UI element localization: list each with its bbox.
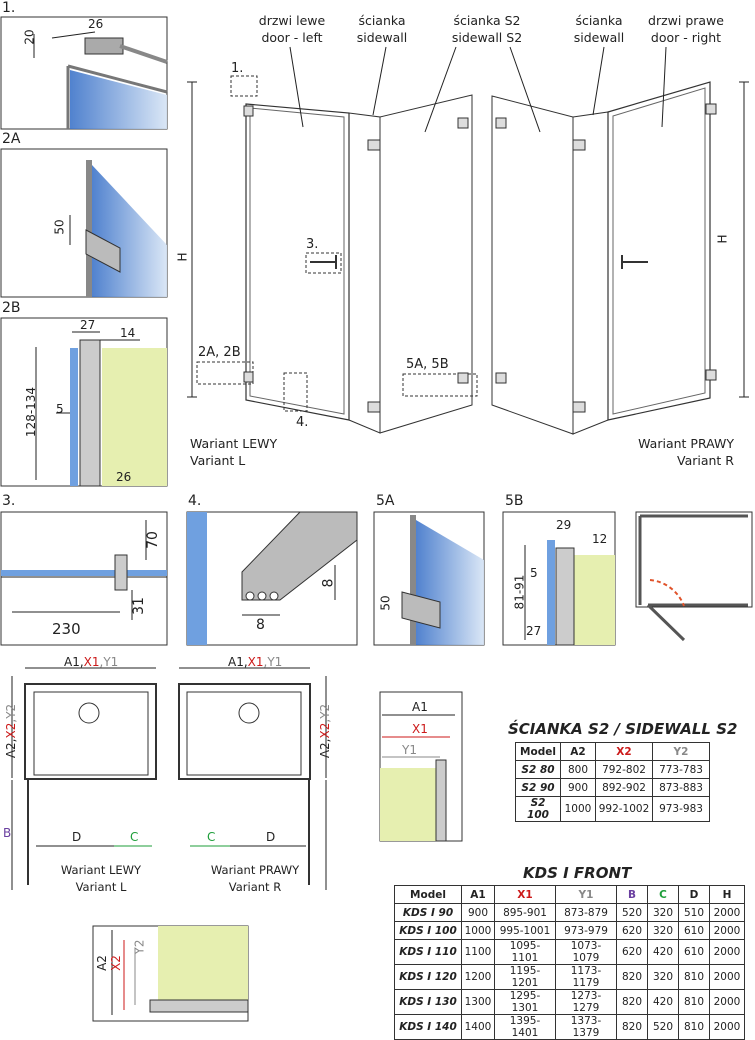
cell: 820 (617, 1015, 648, 1040)
dim-h-left: H (175, 252, 190, 262)
cell: S2 90 (516, 779, 561, 797)
cell: 1073-1079 (556, 940, 617, 965)
detail-label-2b: 2B (2, 300, 21, 316)
main-elevation-left (187, 76, 477, 433)
cell: 1273-1279 (556, 990, 617, 1015)
kds-table-title: KDS I FRONT (523, 864, 632, 882)
cell: S2 100 (516, 797, 561, 822)
label-door-left: drzwi lewe door - left (258, 13, 326, 45)
plan-right-c: C (207, 830, 216, 844)
cell: 620 (617, 922, 648, 940)
cell: 800 (561, 761, 596, 779)
cell: 873-879 (556, 904, 617, 922)
cell: KDS I 130 (395, 990, 462, 1015)
cell: 1095-1101 (495, 940, 556, 965)
cell: KDS I 100 (395, 922, 462, 940)
cell: 810 (679, 965, 710, 990)
cell: 420 (648, 990, 679, 1015)
cell: 900 (561, 779, 596, 797)
plan-left-d: D (72, 830, 82, 844)
cell: 895-901 (495, 904, 556, 922)
cell: 2000 (710, 940, 745, 965)
dim-d2b-14: 14 (120, 326, 136, 340)
table-header-row (395, 886, 745, 904)
cell: 1373-1379 (556, 1015, 617, 1040)
cell: KDS I 140 (395, 1015, 462, 1040)
cell: 1295-1301 (495, 990, 556, 1015)
label-sidewall-s2: ścianka S2 sidewall S2 (451, 13, 523, 45)
swing-diagram (636, 512, 752, 640)
cell: 1173-1179 (556, 965, 617, 990)
cell: 2000 (710, 904, 745, 922)
small-y2: Y2 (132, 939, 147, 955)
detail-5a-drawing (374, 512, 484, 645)
dim-d4-8b: 8 (320, 578, 337, 588)
small-a1: A1 (412, 700, 428, 714)
plan-right-d: D (266, 830, 276, 844)
kds-table (394, 885, 745, 1040)
small-x1: X1 (412, 722, 428, 736)
table-row (516, 779, 710, 797)
small-detail-bottom (93, 926, 248, 1021)
dim-d2b-27: 27 (80, 318, 96, 332)
col-model: Model (516, 743, 561, 761)
cell: 792-802 (596, 761, 653, 779)
col-x2: X2 (596, 743, 653, 761)
callout-4: 4. (296, 415, 309, 430)
cell: 1200 (462, 965, 495, 990)
col-d: D (679, 886, 710, 904)
variant-left-label: Wariant LEWY Variant L (190, 436, 278, 468)
col-h: H (710, 886, 745, 904)
dim-d2b-26: 26 (116, 470, 132, 484)
col-a1: A1 (462, 886, 495, 904)
cell: 610 (679, 922, 710, 940)
cell: 610 (679, 940, 710, 965)
plan-variant-left: Wariant LEWY Variant L (60, 863, 142, 894)
cell: KDS I 120 (395, 965, 462, 990)
cell: 900 (462, 904, 495, 922)
cell: 995-1001 (495, 922, 556, 940)
leader-lines (290, 47, 666, 132)
dim-d5b-5: 5 (530, 566, 538, 580)
plan-left-side-dim: A2,X2,Y2 (4, 703, 19, 759)
cell: 320 (648, 965, 679, 990)
cell: 1395-1401 (495, 1015, 556, 1040)
cell: 2000 (710, 922, 745, 940)
col-c: C (648, 886, 679, 904)
cell: 773-783 (653, 761, 710, 779)
cell: 2000 (710, 965, 745, 990)
col-y1: Y1 (556, 886, 617, 904)
cell: 873-883 (653, 779, 710, 797)
col-y2: Y2 (653, 743, 710, 761)
sidewall-table (515, 742, 710, 822)
col-b: B (617, 886, 648, 904)
dim-d5a-50: 50 (378, 595, 393, 611)
detail-3-drawing (1, 512, 167, 645)
cell: 2000 (710, 990, 745, 1015)
dim-d1-26: 26 (88, 17, 104, 31)
dim-d3-31: 31 (130, 597, 147, 615)
table-row (395, 922, 745, 940)
detail-label-3: 3. (2, 493, 16, 509)
callout-1: 1. (231, 61, 244, 76)
cell: 1000 (561, 797, 596, 822)
small-detail-top (380, 692, 462, 841)
cell: 810 (679, 1015, 710, 1040)
cell: 820 (617, 965, 648, 990)
plan-b-dim: B (3, 826, 12, 840)
table-header-row (516, 743, 710, 761)
callout-3: 3. (306, 237, 319, 252)
cell: 973-983 (653, 797, 710, 822)
cell: 620 (617, 940, 648, 965)
dim-d5b-12: 12 (592, 532, 608, 546)
variant-right-label: Wariant PRAWY Variant R (638, 436, 734, 468)
dim-d5b-29: 29 (556, 518, 572, 532)
dim-d2b-range: 128-134 (24, 386, 39, 438)
col-a2: A2 (561, 743, 596, 761)
cell: 520 (617, 904, 648, 922)
cell: 810 (679, 990, 710, 1015)
cell: 1195-1201 (495, 965, 556, 990)
plan-left (12, 668, 156, 890)
dim-d1-20: 20 (22, 29, 37, 45)
table-row (395, 990, 745, 1015)
plan-left-top-dim: A1,X1,Y1 (64, 655, 119, 669)
detail-label-5b: 5B (505, 493, 524, 509)
dim-d5b-27: 27 (526, 624, 542, 638)
cell: 1400 (462, 1015, 495, 1040)
dim-d2a-50: 50 (52, 219, 67, 235)
plan-right-top-dim: A1,X1,Y1 (228, 655, 283, 669)
cell: 1000 (462, 922, 495, 940)
detail-label-5a: 5A (376, 493, 395, 509)
table-row (395, 904, 745, 922)
cell: 2000 (710, 1015, 745, 1040)
main-elevation-right (492, 82, 749, 434)
table-row (395, 965, 745, 990)
callout-5a5b: 5A, 5B (406, 357, 449, 372)
small-y1: Y1 (402, 743, 417, 757)
cell: S2 80 (516, 761, 561, 779)
detail-label-4: 4. (188, 493, 202, 509)
dim-h-right: H (715, 234, 730, 244)
dim-d3-70: 70 (144, 531, 161, 549)
col-x1: X1 (495, 886, 556, 904)
cell: KDS I 110 (395, 940, 462, 965)
dim-d5b-range: 81-91 (512, 574, 527, 610)
cell: 510 (679, 904, 710, 922)
plan-right-side-dim: A2,X2,Y2 (318, 703, 333, 759)
callout-2a2b: 2A, 2B (198, 345, 241, 360)
table-row (516, 761, 710, 779)
table-row (516, 797, 710, 822)
dim-d3-230: 230 (52, 620, 81, 638)
cell: 1300 (462, 990, 495, 1015)
sidewall-table-title: ŚCIANKA S2 / SIDEWALL S2 (508, 720, 738, 738)
label-sidewall-left: ścianka sidewall (356, 13, 408, 45)
cell: 973-979 (556, 922, 617, 940)
detail-2a-drawing (1, 149, 167, 297)
label-door-right: drzwi prawe door - right (648, 13, 724, 45)
dim-d4-8a: 8 (256, 617, 265, 633)
cell: 320 (648, 922, 679, 940)
plan-left-c: C (130, 830, 139, 844)
cell: 1100 (462, 940, 495, 965)
detail-label-2a: 2A (2, 131, 21, 147)
cell: 520 (648, 1015, 679, 1040)
cell: 820 (617, 990, 648, 1015)
cell: 320 (648, 904, 679, 922)
small-a2: A2 (94, 955, 109, 971)
cell: 892-902 (596, 779, 653, 797)
table-row (395, 1015, 745, 1040)
col-model: Model (395, 886, 462, 904)
cell: 420 (648, 940, 679, 965)
table-row (395, 940, 745, 965)
plan-right (179, 668, 326, 890)
small-x2: X2 (108, 955, 123, 971)
detail-label-1: 1. (2, 0, 16, 16)
cell: KDS I 90 (395, 904, 462, 922)
cell: 992-1002 (596, 797, 653, 822)
label-sidewall-right: ścianka sidewall (573, 13, 625, 45)
plan-variant-right: Wariant PRAWY Variant R (210, 863, 300, 894)
dim-d2b-5: 5 (56, 402, 64, 416)
